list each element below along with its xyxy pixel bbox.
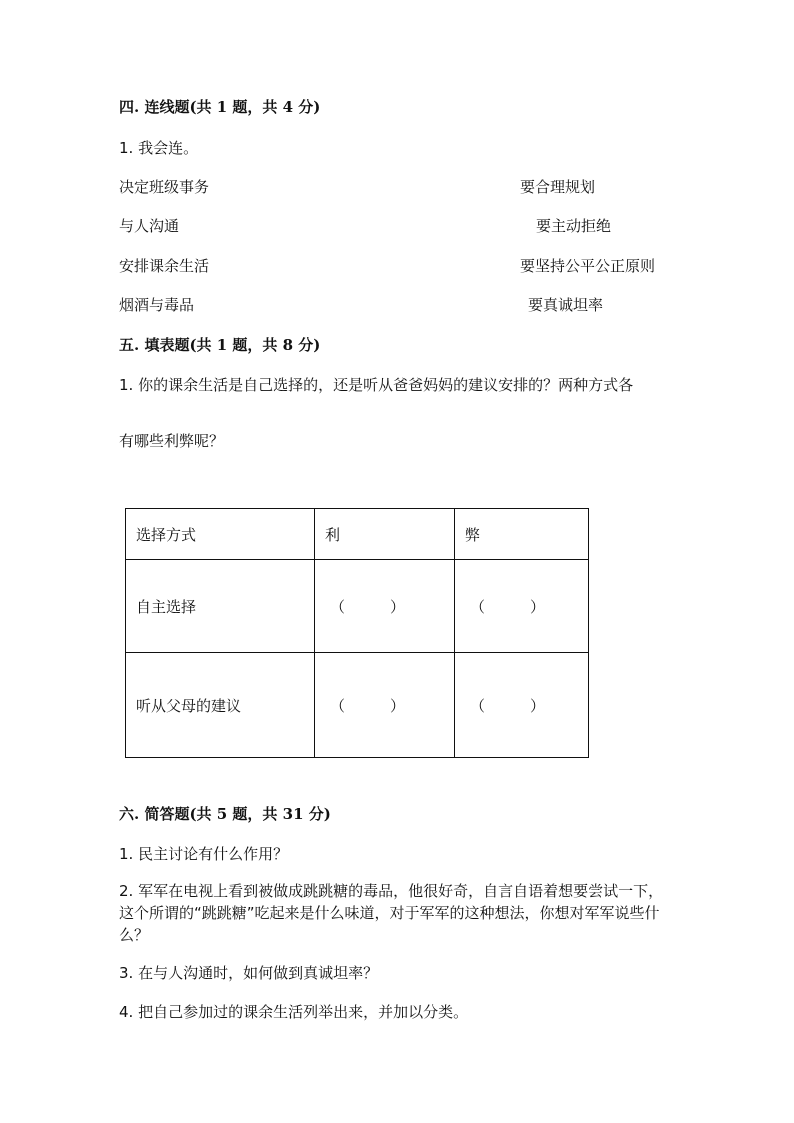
table-header-cell: 利 [315,509,455,560]
table-cell: 自主选择 [126,560,315,653]
match-left-item: 烟酒与毒品 [119,296,195,314]
table-header-row [126,509,589,560]
short-answer-question: 2. 军军在电视上看到被做成跳跳糖的毒品，他很好奇，自言自语着想要尝试一下，这个所谓的“跳跳糖”吃起来是什么味道，对于军军的这种想法，你想对军军说些什么？ [119,882,664,944]
short-answer-question: 1. 民主讨论有什么作用？ [119,845,289,863]
section6-heading: 六. 简答题(共 5 题，共 31 分) [119,805,331,823]
match-right-item: 要真诚坦率 [528,296,604,314]
short-answer-question: 4. 把自己参加过的课余生活列举出来，并加以分类。 [119,1003,469,1021]
answer-parentheses: （ ） [330,597,406,616]
answer-blank[interactable] [315,560,455,653]
section4-heading: 四. 连线题(共 1 题，共 4 分) [119,98,321,116]
answer-blank[interactable] [315,653,455,758]
section4-question: 1. 我会连。 [119,139,199,157]
match-right-item: 要坚持公平公正原则 [520,257,656,275]
short-answer-question: 3. 在与人沟通时，如何做到真诚坦率？ [119,964,379,982]
answer-parentheses: （ ） [470,597,546,616]
match-right-item: 要合理规划 [520,178,596,196]
table-row [126,560,589,653]
answer-parentheses: （ ） [330,696,406,715]
answer-parentheses: （ ） [470,696,546,715]
table-header-cell: 选择方式 [126,509,315,560]
match-left-item: 安排课余生活 [119,257,210,275]
match-right-item: 要主动拒绝 [536,217,612,235]
match-left-item: 与人沟通 [119,217,180,235]
section5-heading: 五. 填表题(共 1 题，共 8 分) [119,336,321,354]
table-row [126,653,589,758]
answer-blank[interactable] [455,560,589,653]
pros-cons-table [125,508,589,758]
answer-blank[interactable] [455,653,589,758]
section5-question-line2: 有哪些利弊呢？ [119,432,225,450]
section5-question-line1: 1. 你的课余生活是自己选择的，还是听从爸爸妈妈的建议安排的？两种方式各 [119,376,634,394]
match-left-item: 决定班级事务 [119,178,210,196]
table-header-cell: 弊 [455,509,589,560]
table-cell: 听从父母的建议 [126,653,315,758]
